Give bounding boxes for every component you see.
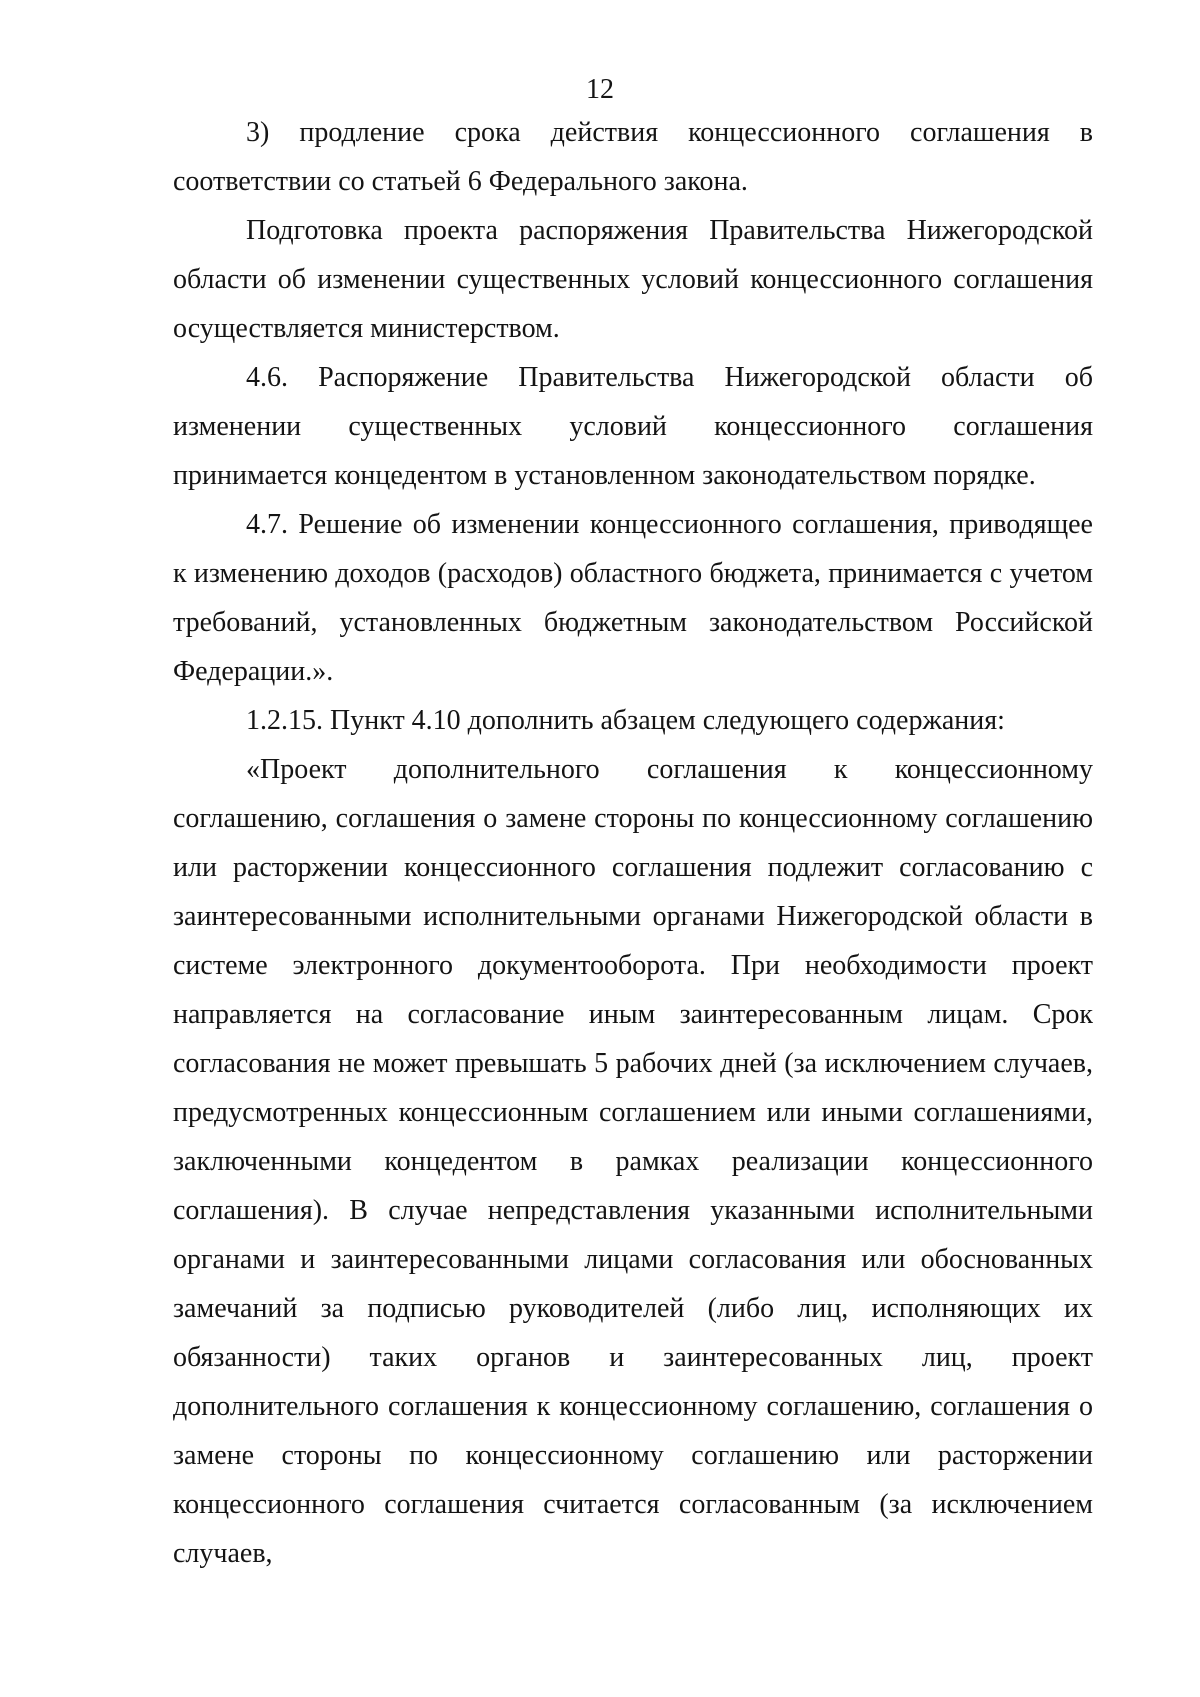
document-body — [173, 108, 1093, 1578]
page-number: 12 — [586, 74, 614, 105]
paragraph-draft-preparation: Подготовка проекта распоряжения Правительства Нижегородской области об изменении существенных условий концессионного соглашения осуществляется министерством. — [173, 215, 1093, 344]
paragraph-1-2-15: 1.2.15. Пункт 4.10 дополнить абзацем следующего содержания: — [246, 705, 1005, 736]
paragraph-4-6: 4.6. Распоряжение Правительства Нижегородской области об изменении существенных условий концессионного соглашения принимается концедентом в установленном законодательством порядке. — [173, 362, 1093, 491]
paragraph-4-7: 4.7. Решение об изменении концессионного соглашения, приводящее к изменению доходов (расходов) областного бюджета, принимается с учетом требований, установленных бюджетным законодательством Российской Федерации.». — [173, 509, 1093, 687]
paragraph-term-extension: 3) продление срока действия концессионного соглашения в соответствии со статьей 6 Федерального закона. — [173, 117, 1093, 197]
paragraph-draft-agreement-approval: «Проект дополнительного соглашения к концессионному соглашению, соглашения о замене стороны по концессионному соглашению или расторжении концессионного соглашения подлежит согласованию с заинтересованными исполнительными органами Нижегородской области в системе электронного документооборота. При необходимости проект направляется на согласование иным заинтересованным лицам. Срок согласования не может превышать 5 рабочих дней (за исключением случаев, предусмотренных концессионным соглашением или иными соглашениями, заключенными концедентом в рамках реализации концессионного соглашения). В случае непредставления указанными исполнительными органами и заинтересованными лицами согласования или обоснованных замечаний за подписью руководителей (либо лиц, исполняющих их обязанности) таких органов и заинтересованных лиц, проект дополнительного соглашения к концессионному соглашению, соглашения о замене стороны по концессионному соглашению или расторжении концессионного соглашения считается согласованным (за исключением случаев, — [173, 754, 1093, 1569]
